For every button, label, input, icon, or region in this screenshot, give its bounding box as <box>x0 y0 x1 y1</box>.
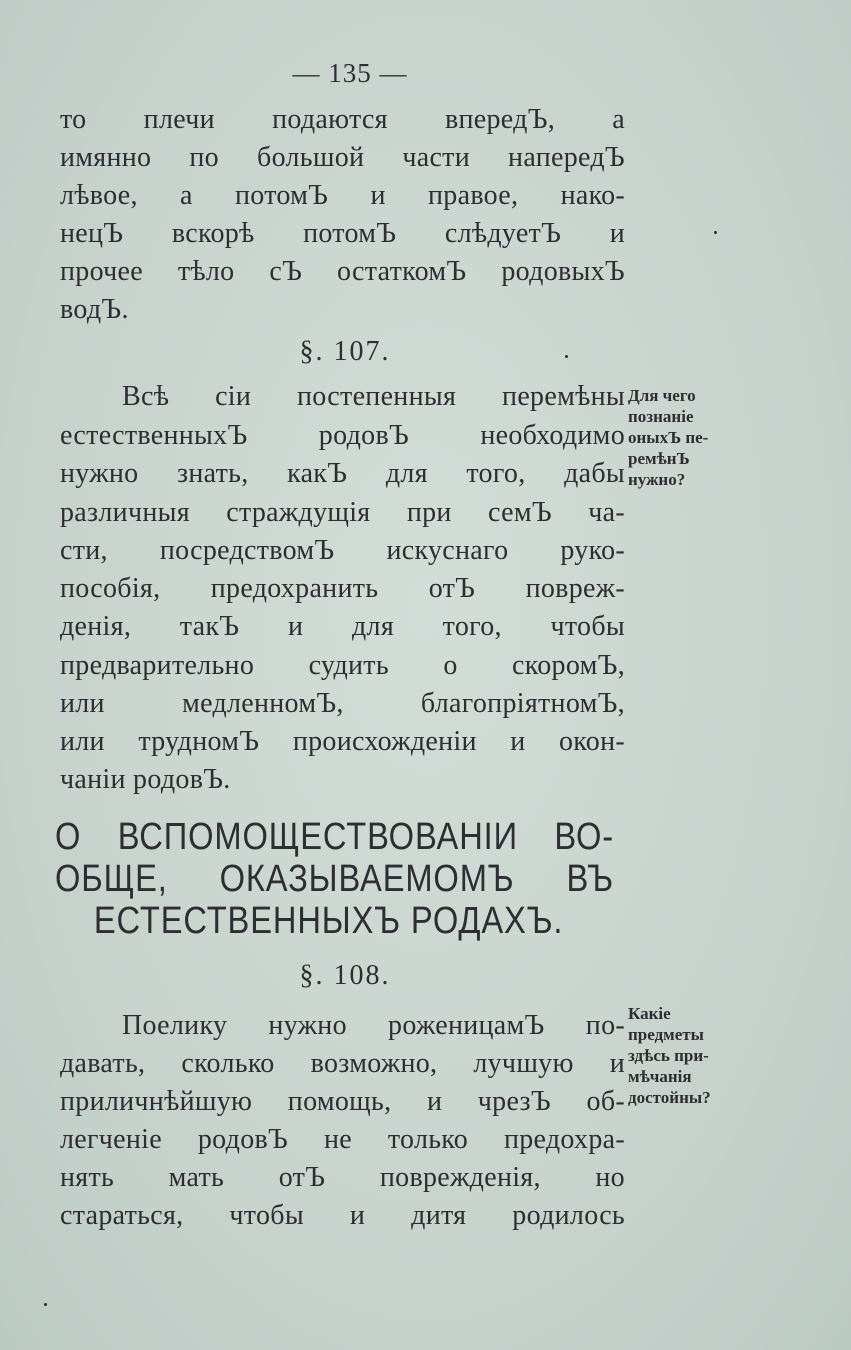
text-line: пособія, предохранить отЪ повреж- <box>60 573 625 604</box>
text-line: нецЪ вскорѣ потомЪ слѣдуетЪ и <box>60 218 625 249</box>
text-line: чаніи родовЪ. <box>60 764 231 795</box>
page-number: — 135 — <box>292 58 408 88</box>
text-line: Поелику нужно роженицамЪ по- <box>122 1010 625 1041</box>
margin-note-line: нужно? <box>628 470 686 489</box>
text-line: или медленномЪ, благопріятномЪ, <box>60 688 625 719</box>
ink-speck <box>714 231 717 234</box>
margin-note <box>628 1003 768 1108</box>
margin-note-line: Для чего <box>628 386 696 405</box>
ink-speck <box>44 1303 47 1306</box>
text-line: или трудномЪ происхожденіи и окон- <box>60 726 625 757</box>
chapter-heading: ЕСТЕСТВЕННЫХЪ РОДАХЪ. <box>93 900 564 942</box>
margin-note-line: Какіе <box>628 1004 671 1023</box>
margin-note-line: предметы <box>628 1025 704 1044</box>
ink-speck <box>565 355 568 358</box>
text-line: имянно по большой части напередЪ <box>60 142 625 173</box>
margin-note-line: достойны? <box>628 1088 711 1107</box>
text-line: стараться, чтобы и дитя родилось <box>60 1200 625 1231</box>
margin-note-line: здѣсь при- <box>628 1046 709 1065</box>
text-line: приличнѣйшую помощь, и чрезЪ об- <box>60 1086 625 1117</box>
text-line: водЪ. <box>60 294 129 325</box>
text-line: легченіе родовЪ не только предохра- <box>60 1124 625 1155</box>
section-number: §. 107. <box>299 336 391 367</box>
margin-note-line: оныхЪ пе- <box>628 428 709 447</box>
text-line: давать, сколько возможно, лучшую и <box>60 1048 625 1079</box>
chapter-heading: О ВСПОМОЩЕСТВОВАНІИ ВО- <box>55 816 614 858</box>
text-line: естественныхЪ родовЪ необходимо <box>60 420 625 451</box>
text-line: предварительно судить о скоромЪ, <box>60 650 625 681</box>
text-line: Всѣ сіи постепенныя перемѣны <box>122 381 625 412</box>
margin-note-line: ремѣнЪ <box>628 449 690 468</box>
text-line: различныя страждущія при семЪ ча- <box>60 497 625 528</box>
section-number: §. 108. <box>299 960 391 991</box>
margin-note-line: познаніе <box>628 407 694 426</box>
text-line: то плечи подаются впередЪ, а <box>60 104 625 135</box>
text-line: сти, посредствомЪ искуснаго руко- <box>60 535 625 566</box>
text-line: нужно знать, какЪ для того, дабы <box>60 458 625 489</box>
chapter-heading: ОБЩЕ, ОКАЗЫВАЕМОМЪ ВЪ <box>55 858 614 900</box>
text-line: денія, такЪ и для того, чтобы <box>60 611 625 642</box>
margin-note <box>628 385 768 490</box>
margin-note-line: мѣчанія <box>628 1067 692 1086</box>
text-line: прочее тѣло сЪ остаткомЪ родовыхЪ <box>60 256 625 287</box>
text-line: лѣвое, а потомЪ и правое, нако- <box>60 180 625 211</box>
text-line: нять мать отЪ поврежденія, но <box>60 1162 625 1193</box>
